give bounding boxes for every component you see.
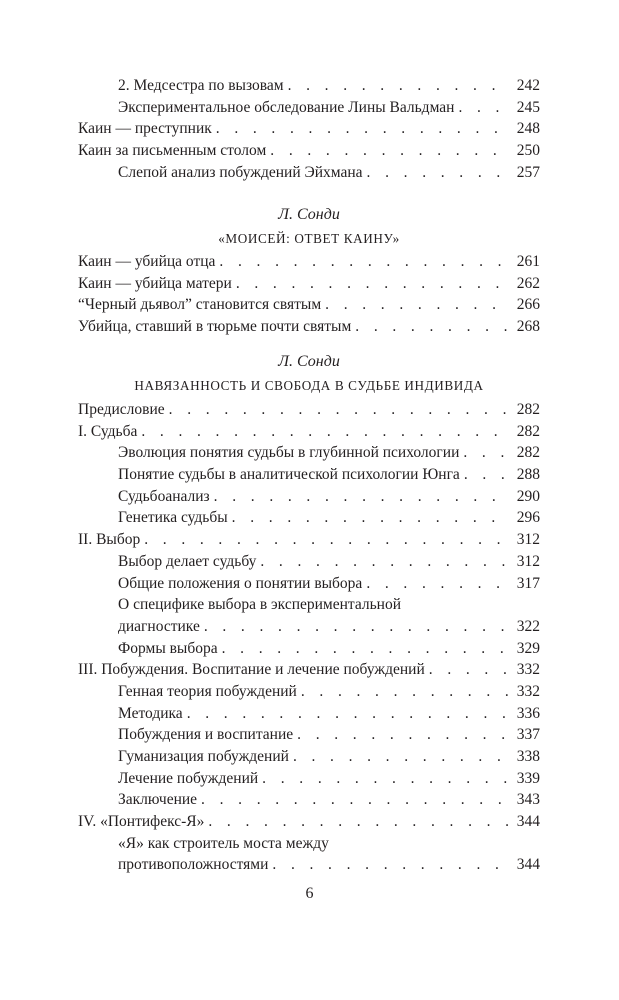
dot-leader	[458, 97, 510, 119]
toc-entry-title: Формы выбора	[118, 639, 218, 657]
toc-entry-title: Генетика судьбы	[118, 509, 228, 527]
toc-entry-title: Каин — убийца матери	[78, 274, 232, 292]
dot-leader	[325, 294, 510, 316]
toc-entry-page: 296	[516, 509, 540, 527]
toc-entry	[78, 833, 540, 855]
toc-entry-title: Гуманизация побуждений	[118, 748, 289, 765]
toc-entry	[78, 140, 540, 162]
toc-entry	[78, 421, 540, 443]
toc-entry-page: 332	[516, 661, 540, 679]
dot-leader	[222, 638, 510, 660]
dot-leader	[463, 442, 510, 464]
toc-entry-page: 332	[516, 682, 540, 700]
toc-entry	[78, 746, 540, 768]
toc-entry	[78, 616, 540, 638]
toc-entry-page: 262	[516, 274, 540, 292]
toc-entry	[78, 251, 540, 273]
toc-entry-page: 282	[516, 444, 540, 462]
toc-entry-title: Заключение	[118, 791, 198, 809]
dot-leader	[355, 316, 510, 338]
toc-entry	[78, 638, 540, 660]
toc-entry-page: 344	[516, 856, 540, 874]
toc-entry-title: Слепой анализ побуждений Эйхмана	[118, 163, 363, 181]
page-number: 6	[305, 885, 314, 902]
dot-leader	[262, 768, 510, 790]
toc-entry-title: Предисловие	[78, 401, 165, 418]
toc-entry	[78, 442, 540, 464]
toc-entry	[78, 316, 540, 338]
dot-leader	[187, 703, 510, 725]
toc-entry-title: диагностике	[118, 617, 200, 635]
toc-entry-title: Каин за письменным столом	[78, 142, 267, 160]
dot-leader	[216, 118, 510, 140]
toc-entry	[78, 854, 540, 876]
toc-entry-page: 282	[516, 401, 540, 418]
toc-entry-page: 242	[516, 77, 540, 94]
toc-entry-page: 336	[516, 704, 540, 722]
dot-leader	[204, 616, 510, 638]
toc-section-2	[78, 251, 540, 338]
toc-entry	[78, 724, 540, 746]
toc-entry-title: Лечение побуждений	[118, 769, 259, 787]
dot-leader	[214, 486, 510, 508]
dot-leader	[260, 551, 510, 573]
toc-entry-title: противоположностями	[118, 856, 269, 874]
toc-entry-title: Судьбоанализ	[118, 487, 210, 505]
toc-entry	[78, 529, 540, 551]
toc-entry-page: 344	[516, 813, 540, 831]
work-title-3: НАВЯЗАННОСТЬ И СВОБОДА В СУДЬБЕ ИНДИВИДА	[134, 378, 484, 393]
dot-leader	[301, 681, 510, 703]
toc-entry	[78, 811, 540, 833]
dot-leader	[367, 162, 510, 184]
toc-entry-title: IV. «Понтифекс-Я»	[78, 813, 205, 831]
toc-entry	[78, 789, 540, 811]
dot-leader	[272, 854, 510, 876]
toc-entry-page: 339	[516, 769, 540, 787]
dot-leader	[297, 724, 510, 746]
toc-entry-title: Генная теория побуждений	[118, 682, 297, 700]
toc-entry-page: 312	[516, 552, 540, 570]
toc-entry-title: Эволюция понятия судьбы в глубинной психологии	[118, 444, 460, 462]
toc-entry-title: Выбор делает судьбу	[118, 552, 257, 570]
toc-entry-page: 257	[516, 163, 540, 181]
toc-entry	[78, 768, 540, 790]
dot-leader	[219, 251, 510, 273]
author-heading-2: Л. Сонди	[278, 206, 340, 223]
toc-section-3	[78, 399, 540, 876]
toc-entry-title: Экспериментальное обследование Лины Вальдман	[118, 98, 455, 116]
toc-entry	[78, 703, 540, 725]
dot-leader	[208, 811, 510, 833]
dot-leader	[288, 75, 510, 97]
toc-entry	[78, 594, 540, 616]
dot-leader	[201, 789, 510, 811]
toc-entry-page: 245	[516, 98, 540, 116]
toc-entry	[78, 486, 540, 508]
toc-entry-title: “Черный дьявол” становится святым	[78, 296, 322, 314]
toc-entry-page: 266	[516, 296, 540, 314]
toc-entry	[78, 97, 540, 119]
toc-entry-title: Методика	[118, 704, 183, 722]
toc-entry-page: 261	[516, 253, 540, 270]
toc-entry-page: 290	[516, 487, 540, 505]
toc-entry-page: 250	[516, 142, 540, 160]
toc-entry	[78, 507, 540, 529]
author-heading-3: Л. Сонди	[278, 353, 340, 370]
toc-entry-title: I. Судьба	[78, 422, 138, 440]
toc-entry-title: Понятие судьбы в аналитической психологии Юнга	[118, 466, 460, 484]
toc-entry	[78, 681, 540, 703]
toc-entry-page: 248	[516, 120, 540, 138]
toc-entry-page: 343	[516, 791, 540, 809]
toc-entry-title: О специфике выбора в экспериментальной	[118, 596, 402, 614]
dot-leader	[236, 273, 510, 295]
toc-section-1	[78, 75, 540, 183]
toc-entry	[78, 294, 540, 316]
toc-entry-title: Каин — убийца отца	[78, 253, 216, 270]
work-title-2: «МОИСЕЙ: ОТВЕТ КАИНУ»	[218, 231, 400, 246]
toc-entry-title: Побуждения и воспитание	[118, 726, 294, 744]
dot-leader	[144, 529, 510, 551]
toc-entry-title: III. Побуждения. Воспитание и лечение побуждений	[78, 661, 425, 679]
toc-entry-page: 338	[516, 748, 540, 765]
toc-entry	[78, 273, 540, 295]
dot-leader	[429, 659, 510, 681]
dot-leader	[293, 746, 510, 768]
toc-entry	[78, 399, 540, 421]
toc-entry-title: Убийца, ставший в тюрьме почти святым	[78, 318, 352, 336]
toc-entry	[78, 118, 540, 140]
toc-entry-page: 288	[516, 466, 540, 484]
dot-leader	[366, 573, 510, 595]
toc-entry-title: Общие положения о понятии выбора	[118, 574, 363, 592]
toc-entry	[78, 162, 540, 184]
dot-leader	[270, 140, 510, 162]
toc-entry-page: 312	[516, 531, 540, 549]
toc-entry-title: 2. Медсестра по вызовам	[118, 77, 284, 94]
toc-entry	[78, 464, 540, 486]
toc-entry-title: «Я» как строитель моста между	[118, 834, 329, 852]
toc-entry-page: 322	[516, 617, 540, 635]
dot-leader	[141, 421, 510, 443]
toc-entry-page: 337	[516, 726, 540, 744]
toc-entry	[78, 75, 540, 97]
toc-entry	[78, 659, 540, 681]
toc-entry-page: 268	[516, 318, 540, 336]
toc-entry-page: 317	[516, 574, 540, 592]
toc-entry-title: Каин — преступник	[78, 120, 212, 138]
toc-entry-page: 329	[516, 639, 540, 657]
toc-entry	[78, 551, 540, 573]
toc-entry	[78, 573, 540, 595]
dot-leader	[464, 464, 510, 486]
toc-entry-page: 282	[516, 422, 540, 440]
dot-leader	[169, 399, 510, 421]
toc-entry-title: II. Выбор	[78, 531, 141, 549]
dot-leader	[232, 507, 510, 529]
